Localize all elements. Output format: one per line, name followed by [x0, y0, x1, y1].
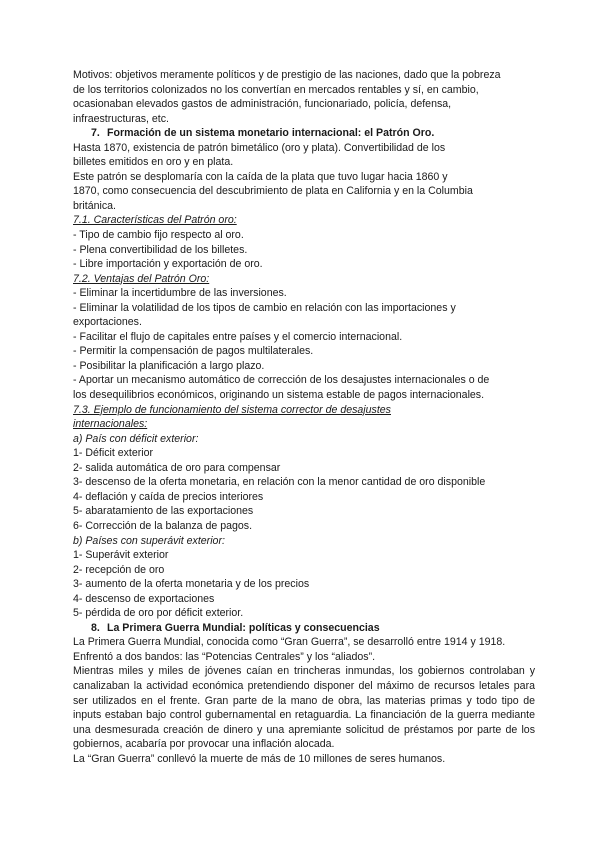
- section-heading-8: [73, 621, 535, 636]
- section-title: Formación de un sistema monetario internacional: el Patrón Oro.: [107, 127, 435, 140]
- text-line: Enfrentó a dos bandos: las “Potencias Centrales” y los “aliados”.: [73, 650, 376, 663]
- subsection-heading-7-1: 7.1. Características del Patrón oro:: [73, 214, 237, 227]
- text-line: Motivos: objetivos meramente políticos y de prestigio de las naciones, dado que la pobreza: [73, 69, 501, 81]
- list-item: 2- recepción de oro: [73, 563, 165, 576]
- list-item: - Tipo de cambio fijo respecto al oro.: [73, 229, 244, 242]
- list-item: - Eliminar la incertidumbre de las inversiones.: [73, 287, 287, 300]
- list-item: 3- aumento de la oferta monetaria y de los precios: [73, 578, 310, 591]
- section-heading-7: [73, 126, 535, 141]
- subsection-heading-7-3: 7.3. Ejemplo de funcionamiento del sistema corrector de desajustes: [73, 403, 391, 416]
- list-item: los desequilibrios económicos, originando un sistema estable de pagos internacionales.: [73, 389, 485, 402]
- text-line: 1870, como consecuencia del descubrimiento de plata en California y en la Columbia: [73, 185, 473, 198]
- text-line: británica.: [73, 199, 116, 212]
- text-line: ocasionaban elevados gastos de administración, funcionariado, policía, defensa,: [73, 98, 452, 111]
- text-line: billetes emitidos en oro y en plata.: [73, 156, 234, 169]
- case-heading-a: a) País con déficit exterior:: [73, 432, 199, 445]
- text-line: infraestructuras, etc.: [73, 112, 169, 125]
- list-item: - Facilitar el flujo de capitales entre países y el comercio internacional.: [73, 330, 403, 343]
- list-item: - Libre importación y exportación de oro.: [73, 258, 263, 271]
- list-item: - Aportar un mecanismo automático de corrección de los desajustes internacionales o de: [73, 374, 490, 387]
- list-item: exportaciones.: [73, 316, 142, 329]
- text-line: de los territorios colonizados no los convertían en mercados rentables y sí, en cambio,: [73, 83, 479, 96]
- list-item: 3- descenso de la oferta monetaria, en relación con la menor cantidad de oro disponible: [73, 476, 486, 489]
- list-item: 5- abaratamiento de las exportaciones: [73, 505, 254, 518]
- section-number: 7.: [91, 127, 100, 140]
- list-item: - Plena convertibilidad de los billetes.: [73, 243, 248, 256]
- list-item: - Permitir la compensación de pagos multilaterales.: [73, 345, 314, 358]
- list-item: 1- Superávit exterior: [73, 549, 169, 562]
- subsection-heading-7-3-cont: internacionales:: [73, 418, 148, 431]
- list-item: 5- pérdida de oro por déficit exterior.: [73, 607, 244, 620]
- document-page: [73, 68, 535, 766]
- list-item: 1- Déficit exterior: [73, 447, 154, 460]
- list-item: - Eliminar la volatilidad de los tipos de cambio en relación con las importaciones y: [73, 301, 456, 314]
- list-item: 6- Corrección de la balanza de pagos.: [73, 519, 253, 532]
- list-item: - Posibilitar la planificación a largo plazo.: [73, 359, 265, 372]
- list-item: 4- descenso de exportaciones: [73, 592, 215, 605]
- list-item: 4- deflación y caída de precios interiores: [73, 490, 264, 503]
- text-line: Este patrón se desplomaría con la caída de la plata que tuvo lugar hacia 1860 y: [73, 170, 448, 183]
- text-line: La Primera Guerra Mundial, conocida como “Gran Guerra”, se desarrolló entre 1914 y 1918.: [73, 636, 506, 649]
- section-number: 8.: [91, 621, 100, 634]
- case-heading-b: b) Países con superávit exterior:: [73, 534, 225, 547]
- section-title: La Primera Guerra Mundial: políticas y consecuencias: [107, 621, 380, 634]
- text-line: Hasta 1870, existencia de patrón bimetálico (oro y plata). Convertibilidad de los: [73, 141, 446, 154]
- paragraph: Mientras miles y miles de jóvenes caían en trincheras inmundas, los gobiernos controlaban y canalizaban la actividad económica pretendiendo disponer del máximo de recursos letales para ser utilizados en el frente. Gran parte de la mano de obra, las materias primas y todo tipo de inputs estaban bajo control gubernamental en retaguardia. La financiación de la guerra mediante una desmesurada creación de dinero y una apremiante solicitud de préstamos por parte de los gobiernos, acabaría por provocar una inflación alocada.: [73, 665, 535, 751]
- subsection-heading-7-2: 7.2. Ventajas del Patrón Oro:: [73, 272, 210, 285]
- list-item: 2- salida automática de oro para compensar: [73, 461, 281, 474]
- text-line: La “Gran Guerra” conllevó la muerte de más de 10 millones de seres humanos.: [73, 752, 446, 765]
